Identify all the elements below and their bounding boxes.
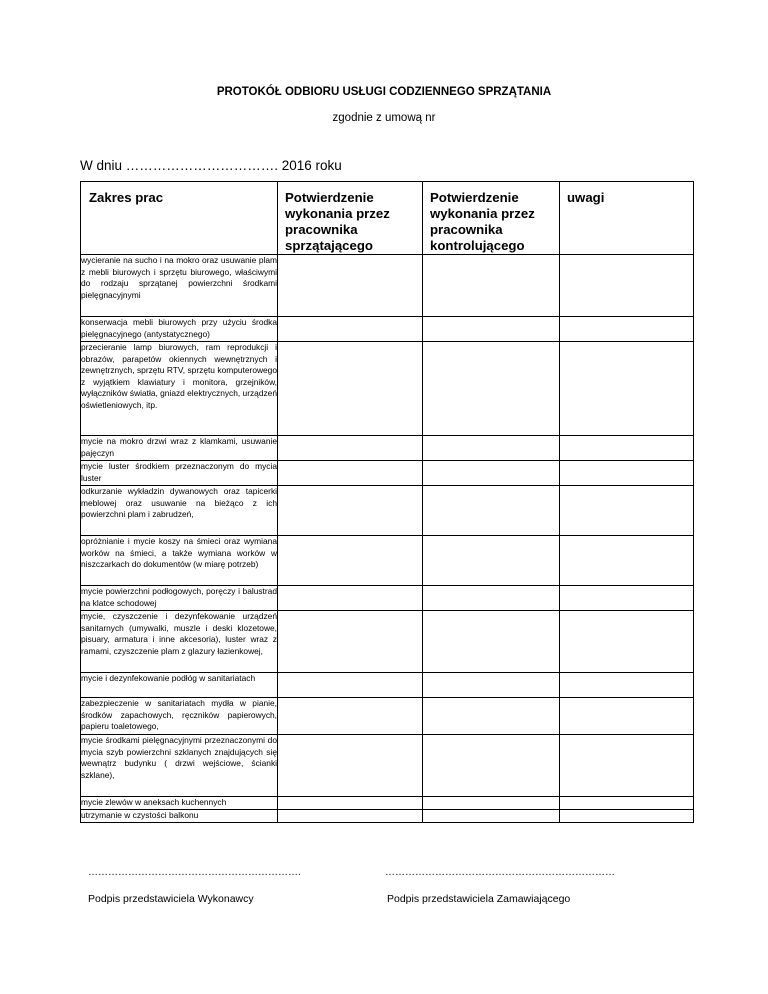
- table-row: [81, 586, 694, 611]
- controller-confirmation-cell[interactable]: [423, 536, 560, 586]
- task-cell: mycie luster środkiem przeznaczonym do mycia luster: [81, 461, 278, 486]
- document-title: PROTOKÓŁ ODBIORU USŁUGI CODZIENNEGO SPRZĄTANIA: [216, 86, 552, 98]
- cleaner-confirmation-cell[interactable]: [278, 255, 423, 317]
- task-cell: wycieranie na sucho i na mokro oraz usuwanie plam z mebli biurowych i sprzętu biurowego, właściwymi do rodzaju sprzątanej powierzchni środkami pielęgnacyjnymi: [81, 255, 278, 317]
- cleaner-confirmation-cell[interactable]: [278, 536, 423, 586]
- contract-reference: zgodnie z umową nr: [332, 112, 436, 124]
- remarks-cell[interactable]: [560, 486, 694, 536]
- controller-confirmation-cell[interactable]: [423, 317, 560, 342]
- task-cell: mycie środkami pielęgnacyjnymi przeznaczonymi do mycia szyb powierzchni szklanych znajdujących się wewnątrz budynku ( drzwi wejściowe, ścianki szklane),: [81, 735, 278, 797]
- cleaner-confirmation-cell[interactable]: [278, 486, 423, 536]
- table-row: [81, 735, 694, 797]
- contractor-signature-label: Podpis przedstawiciela Wykonawcy: [88, 893, 254, 905]
- cleaner-confirmation-cell[interactable]: [278, 342, 423, 436]
- controller-confirmation-cell[interactable]: [423, 735, 560, 797]
- controller-confirmation-cell[interactable]: [423, 611, 560, 673]
- table-row: [81, 698, 694, 735]
- task-cell: mycie powierzchni podłogowych, poręczy i balustrad na klatce schodowej: [81, 586, 278, 611]
- table-row: [81, 486, 694, 536]
- remarks-cell[interactable]: [560, 698, 694, 735]
- controller-confirmation-cell[interactable]: [423, 810, 560, 823]
- controller-confirmation-cell[interactable]: [423, 698, 560, 735]
- header-scope: Zakres prac: [81, 182, 278, 255]
- remarks-cell[interactable]: [560, 673, 694, 698]
- table-row: [81, 797, 694, 810]
- controller-confirmation-cell[interactable]: [423, 436, 560, 461]
- task-cell: mycie zlewów w aneksach kuchennych: [81, 797, 278, 810]
- table-row: [81, 436, 694, 461]
- task-cell: opróżnianie i mycie koszy na śmieci oraz wymiana worków na śmieci, a także wymiana worków w niszczarkach do dokumentów (w miarę potrzeb): [81, 536, 278, 586]
- controller-confirmation-cell[interactable]: [423, 797, 560, 810]
- table-row: [81, 255, 694, 317]
- controller-confirmation-cell[interactable]: [423, 673, 560, 698]
- controller-confirmation-cell[interactable]: [423, 342, 560, 436]
- task-cell: odkurzanie wykładzin dywanowych oraz tapicerki meblowej oraz usuwanie na bieżąco z ich powierzchni plam i zabrudzeń,: [81, 486, 278, 536]
- header-remarks: uwagi: [560, 182, 694, 255]
- controller-confirmation-cell[interactable]: [423, 486, 560, 536]
- header-cleaner-confirmation: Potwierdzenie wykonania przez pracownika sprzątającego: [278, 182, 423, 255]
- cleaner-confirmation-cell[interactable]: [278, 586, 423, 611]
- table-row: [81, 461, 694, 486]
- task-cell: konserwacja mebli biurowych przy użyciu środka pielęgnacyjnego (antystatycznego): [81, 317, 278, 342]
- cleaner-confirmation-cell[interactable]: [278, 698, 423, 735]
- cleaner-confirmation-cell[interactable]: [278, 797, 423, 810]
- table-row: [81, 611, 694, 673]
- remarks-cell[interactable]: [560, 436, 694, 461]
- remarks-cell[interactable]: [560, 586, 694, 611]
- table-row: [81, 810, 694, 823]
- remarks-cell[interactable]: [560, 536, 694, 586]
- remarks-cell[interactable]: [560, 810, 694, 823]
- controller-confirmation-cell[interactable]: [423, 461, 560, 486]
- contractor-signature-line: ……………………………………………………….: [88, 867, 301, 878]
- table-row: [81, 536, 694, 586]
- cleaner-confirmation-cell[interactable]: [278, 810, 423, 823]
- task-cell: przecieranie lamp biurowych, ram reprodukcji i obrazów, parapetów okiennych wewnętrznych i zewnętrznych, sprzętu RTV, sprzętu komputerowego z wyjątkiem klawiatury i monitora, grzejników, wyłączników światła, gniazd elektrycznych, urządzeń oświetleniowych, itp.: [81, 342, 278, 436]
- header-controller-confirmation: Potwierdzenie wykonania przez pracownika kontrolującego: [423, 182, 560, 255]
- table-row: [81, 317, 694, 342]
- task-cell: mycie na mokro drzwi wraz z klamkami, usuwanie pajęczyn: [81, 436, 278, 461]
- work-scope-table: [80, 181, 694, 823]
- controller-confirmation-cell[interactable]: [423, 586, 560, 611]
- client-signature-line: ……………………………………………………………: [385, 867, 615, 878]
- task-cell: zabezpieczenie w sanitariatach mydła w pianie, środków zapachowych, ręczników papierowych, papieru toaletowego,: [81, 698, 278, 735]
- remarks-cell[interactable]: [560, 342, 694, 436]
- cleaner-confirmation-cell[interactable]: [278, 436, 423, 461]
- cleaner-confirmation-cell[interactable]: [278, 735, 423, 797]
- client-signature-label: Podpis przedstawiciela Zamawiającego: [387, 893, 571, 905]
- cleaner-confirmation-cell[interactable]: [278, 611, 423, 673]
- cleaner-confirmation-cell[interactable]: [278, 461, 423, 486]
- remarks-cell[interactable]: [560, 461, 694, 486]
- remarks-cell[interactable]: [560, 611, 694, 673]
- task-cell: mycie, czyszczenie i dezynfekowanie urządzeń sanitarnych (umywalki, muszle i deski klozetowe, pisuary, armatura i inne akcesoria), luster wraz z ramami, czyszczenie plam z glazury łazienkowej,: [81, 611, 278, 673]
- table-header-row: [81, 182, 694, 255]
- cleaner-confirmation-cell[interactable]: [278, 673, 423, 698]
- remarks-cell[interactable]: [560, 797, 694, 810]
- task-cell: mycie i dezynfekowanie podłóg w sanitariatach: [81, 673, 278, 698]
- task-cell: utrzymanie w czystości balkonu: [81, 810, 278, 823]
- table-row: [81, 673, 694, 698]
- remarks-cell[interactable]: [560, 317, 694, 342]
- cleaner-confirmation-cell[interactable]: [278, 317, 423, 342]
- table-row: [81, 342, 694, 436]
- remarks-cell[interactable]: [560, 735, 694, 797]
- remarks-cell[interactable]: [560, 255, 694, 317]
- date-line: W dniu ……………………………. 2016 roku: [80, 158, 342, 173]
- controller-confirmation-cell[interactable]: [423, 255, 560, 317]
